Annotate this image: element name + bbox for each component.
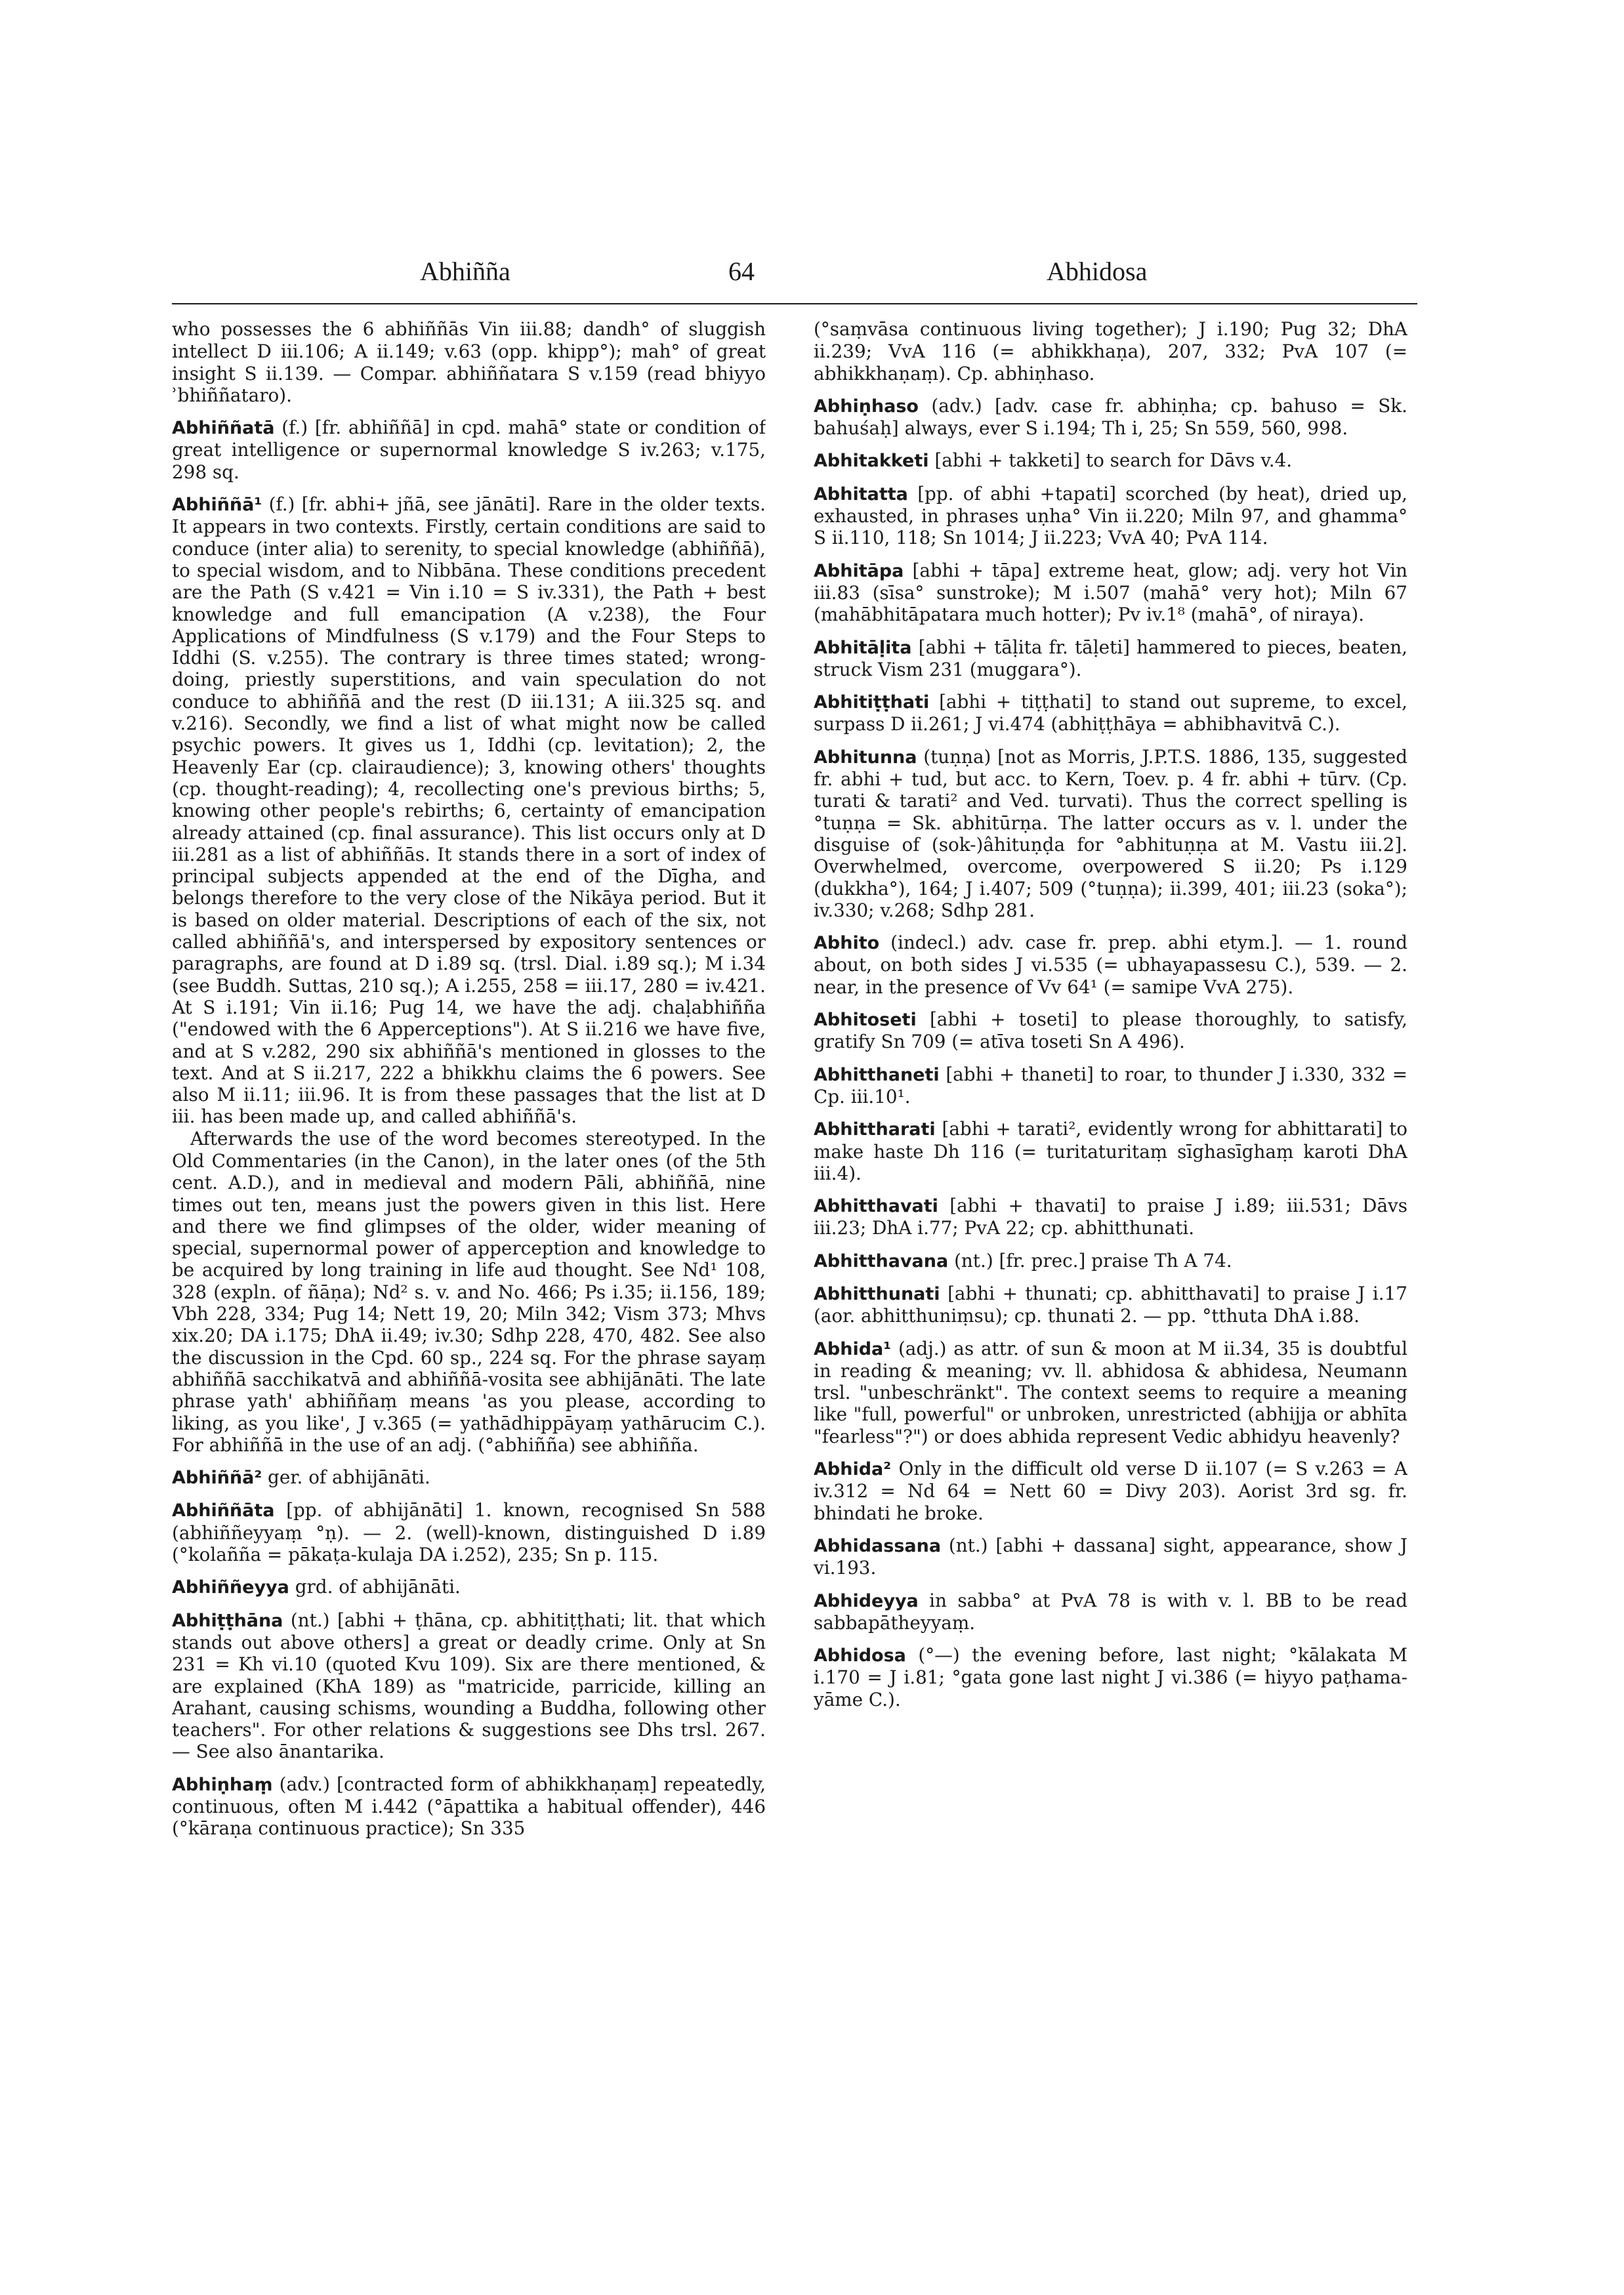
- entry-headword: Abhitakketi: [814, 451, 929, 472]
- entry-text: [abhi + tāḷita fr. tāḷeti] hammered to pieces, beaten, struck Vism 231 (muggara°).: [814, 636, 1407, 680]
- entry-headword: Abhideyya: [814, 1590, 919, 1611]
- entry-headword: Abhiññāta: [172, 1500, 275, 1521]
- entry-text: (°—) the evening before, last night; °kālakata M i.170 = J i.81; °gata gone last night J vi.386 (= hiyyo paṭhama-yāme C.).: [814, 1644, 1407, 1710]
- entry: [814, 1535, 1407, 1579]
- entry-headword: Abhito: [814, 933, 880, 954]
- entry-text: [abhi + tiṭṭhati] to stand out supreme, to excel, surpass D ii.261; J vi.474 (abhiṭṭhāya = abhibhavitvā C.).: [814, 691, 1407, 735]
- entry-text: grd. of abhijānāti.: [295, 1576, 461, 1598]
- entry-headword: Abhitthavati: [814, 1196, 938, 1217]
- entry-headword: Abhitthaneti: [814, 1064, 940, 1085]
- page-number: 64: [728, 257, 755, 286]
- entry: [172, 1609, 766, 1763]
- entry-headword: Abhitthavana: [814, 1251, 949, 1272]
- entry-headword: Abhida¹: [814, 1338, 892, 1359]
- entry-text: (f.) [fr. abhi+ jñā, see jānāti]. Rare in the older texts. It appears in two contexts. Firstly, certain conditions are said to conduce (inter alia) to serenity, to special knowledge (abhiññā), to special wisdom, and to Nibbāna. These conditions precedent are the Path (S v.421 = Vin i.10 = S iv.331), the Path + best knowledge and full emancipation (A v.238), the Four Applications of Mindfulness (S v.179) and the Four Steps to Iddhi (S. v.255). The contrary is three times stated; wrong-doing, priestly superstitions, and vain speculation do not conduce to abhiññā and the rest (D iii.131; A iii.325 sq. and v.216). Secondly, we find a list of what might now be called psychic powers. It gives us 1, Iddhi (cp. levitation); 2, the Heavenly Ear (cp. clairaudience); 3, knowing others' thoughts (cp. thought-reading); 4, recollecting one's previous births; 5, knowing other people's rebirths; 6, certainty of emancipation already attained (cp. final assurance). This list occurs only at D iii.281 as a list of abhiññās. It stands there in a sort of index of principal subjects appended at the end of the Dīgha, and belongs therefore to the very close of the Nikāya period. But it is based on older material. Descriptions of each of the six, not called abhiññā's, and interspersed by expository sentences or paragraphs, are found at D i.89 sq. (trsl. Dial. i.89 sq.); M i.34 (see Buddh. Suttas, 210 sq.); A i.255, 258 = iii.17, 280 = iv.421. At S i.191; Vin ii.16; Pug 14, we have the adj. chaḷabhiñña ("endowed with the 6 Apperceptions"). At S ii.216 we have five, and at S v.282, 290 six abhiññā's mentioned in glosses to the text. And at S ii.217, 222 a bhikkhu claims the 6 powers. See also M ii.11; iii.96. It is from these passages that the list at D iii. has been made up, and called abhiññā's.: [172, 493, 766, 1128]
- entry-text: (nt.) [abhi + dassana] sight, appearance, show J vi.193.: [814, 1534, 1407, 1579]
- entry: [814, 1338, 1407, 1447]
- entry: [172, 1773, 766, 1840]
- entry: [814, 449, 1407, 472]
- entry: [814, 691, 1407, 735]
- entry-text: [abhi + thavati] to praise J i.89; iii.531; Dāvs iii.23; DhA i.77; PvA 22; cp. abhitthunati.: [814, 1195, 1407, 1239]
- entry-headword: Abhiññatā: [172, 418, 275, 439]
- entry: [814, 1458, 1407, 1524]
- entry-text: (nt.) [abhi + ṭhāna, cp. abhitiṭṭhati; lit. that which stands out above others] a great or deadly crime. Only at Sn 231 = Kh vi.10 (quoted Kvu 109). Six are there mentioned, & are explained (KhA 189) as "matricide, parricide, killing an Arahant, causing schisms, wounding a Buddha, following other teachers". For other relations & suggestions see Dhs trsl. 267. — See also ānantarika.: [172, 1609, 766, 1763]
- entry-headword: Abhidosa: [814, 1645, 906, 1666]
- entry-text: who possesses the 6 abhiññās Vin iii.88; dandh° of sluggish intellect D iii.106; A ii.149; v.63 (opp. khipp°); mah° of great insight S ii.139. — Compar. abhiññatara S v.159 (read bhiyyo ʾbhiññataro).: [172, 318, 766, 406]
- entry: [814, 318, 1407, 384]
- entry-text: (°saṃvāsa continuous living together); J i.190; Pug 32; DhA ii.239; VvA 116 (= abhikkhaṇa), 207, 332; PvA 107 (= abhikkhaṇaṃ). Cp. abhiṇhaso.: [814, 318, 1407, 384]
- entry-text: (f.) [fr. abhiññā] in cpd. mahā° state or condition of great intelligence or supernormal knowledge S iv.263; v.175, 298 sq.: [172, 417, 766, 483]
- entry: [172, 493, 766, 1128]
- entry-text: [abhi + toseti] to please thoroughly, to satisfy, gratify Sn 709 (= atīva toseti Sn A 496).: [814, 1008, 1407, 1053]
- entry-headword: Abhida²: [814, 1459, 892, 1480]
- entry: [814, 483, 1407, 549]
- entry-headword: Abhiññā¹: [172, 495, 262, 516]
- entry-text: (indecl.) adv. case fr. prep. abhi etym.]. — 1. round about, on both sides J vi.535 (= ubhayapassesu C.), 539. — 2. near, in the presence of Vv 64¹ (= samipe VvA 275).: [814, 932, 1407, 998]
- entry-continuation: [172, 1128, 766, 1456]
- entry-headword: Abhitatta: [814, 484, 908, 505]
- entry-headword: Abhiṇhaso: [814, 396, 919, 417]
- entry: [814, 1195, 1407, 1239]
- entry: [814, 1283, 1407, 1327]
- entry-headword: Abhitiṭṭhati: [814, 692, 930, 713]
- entry-headword: Abhitāḷita: [814, 637, 912, 658]
- entry-text: (tuṇṇa) [not as Morris, J.P.T.S. 1886, 135, suggested fr. abhi + tud, but acc. to Kern, Toev. p. 4 fr. abhi + tūrv. (Cp. turati & tarati² and Ved. turvati). Thus the correct spelling is °tuṇṇa = Sk. abhitūrṇa. The latter occurs as v. l. under the disguise of (sok-)âhituṇḍa for °abhituṇṇa at M. Vastu iii.2]. Overwhelmed, overcome, overpowered S ii.20; Ps i.129 (dukkha°), 164; J i.407; 509 (°tuṇṇa); ii.399, 401; iii.23 (soka°); iv.330; v.268; Sdhp 281.: [814, 745, 1407, 921]
- entry-headword: Abhitāpa: [814, 560, 904, 581]
- entry: [814, 1008, 1407, 1053]
- entry-text: [abhi + tāpa] extreme heat, glow; adj. very hot Vin iii.83 (sīsa° sunstroke); M i.507 (mahā° very hot); Miln 67 (mahābhitāpatara much hotter); Pv iv.1⁸ (mahā°, of niraya).: [814, 559, 1407, 626]
- running-head-right: Abhidosa: [1047, 257, 1148, 286]
- entry-text: Afterwards the use of the word becomes stereotyped. In the Old Commentaries (in the Canon), in the later ones (of the 5th cent. A.D.), and in medieval and modern Pāli, abhiññā, nine times out ten, means just the powers given in this list. Here and there we find glimpses of the older, wider meaning of special, supernormal power of apperception and knowledge to be acquired by long training in life aud thought. See Nd¹ 108, 328 (expln. of ñāṇa); Nd² s. v. and No. 466; Ps i.35; ii.156, 189; Vbh 228, 334; Pug 14; Nett 19, 20; Miln 342; Vism 373; Mhvs xix.20; DA i.175; DhA ii.49; iv.30; Sdhp 228, 470, 482. See also the discussion in the Cpd. 60 sp., 224 sq. For the phrase sayaṃ abhiññā sacchikatvā and abhiññā-vosita see abhijānāti. The late phrase yath' abhiññaṃ means 'as you please, according to liking, as you like', J v.365 (= yathādhippāyaṃ yathārucim C.). For abhiññā in the use of an adj. (°abhiñña) see abhiñña.: [172, 1127, 766, 1456]
- entry-headword: Abhiṭṭhāna: [172, 1610, 283, 1631]
- entry-headword: Abhittharati: [814, 1119, 936, 1140]
- entry-headword: Abhidassana: [814, 1535, 942, 1556]
- entry-text: [pp. of abhi +tapati] scorched (by heat), dried up, exhausted, in phrases uṇha° Vin ii.220; Miln 97, and ghamma° S ii.110, 118; Sn 1014; J ii.223; VvA 40; PvA 114.: [814, 482, 1407, 549]
- entry: [172, 417, 766, 483]
- entry: [814, 1590, 1407, 1634]
- entry: [814, 1250, 1407, 1272]
- entry: [814, 636, 1407, 681]
- entry-headword: Abhitthunati: [814, 1283, 940, 1304]
- entry-text: (adj.) as attr. of sun & moon at M ii.34, 35 is doubtful in reading & meaning; vv. ll. abhidosa & abhidesa, Neumann trsl. "unbeschränkt". The context seems to require a meaning like "full, powerful" or unbroken, unrestricted (abhijja or abhīta "fearless"?") or does abhida represent Vedic abhidyu heavenly?: [814, 1337, 1407, 1447]
- entry-headword: Abhiññā²: [172, 1468, 262, 1489]
- page-header: [0, 256, 1624, 295]
- entry-headword: Abhitoseti: [814, 1010, 917, 1031]
- entry-text: [abhi + thunati; cp. abhitthavati] to praise J i.17 (aor. abhitthuniṃsu); cp. thunati 2. — pp. °tthuta DhA i.88.: [814, 1282, 1407, 1327]
- entry: [814, 395, 1407, 440]
- entry: [814, 1644, 1407, 1710]
- entry: [172, 1466, 766, 1489]
- entry-text: (nt.) [fr. prec.] praise Th A 74.: [954, 1249, 1232, 1272]
- header-rule: [172, 303, 1417, 304]
- entry: [172, 1499, 766, 1565]
- entry-text: (adv.) [contracted form of abhikkhaṇaṃ] repeatedly, continuous, often M i.442 (°āpattika a habitual offender), 446 (°kāraṇa continuous practice); Sn 335: [172, 1773, 766, 1840]
- entry-text: Only in the difficult old verse D ii.107 (= S v.263 = A iv.312 = Nd 64 = Nett 60 = Divy 203). Aorist 3rd sg. fr. bhindati he broke.: [814, 1458, 1407, 1524]
- entry-text: ger. of abhijānāti.: [268, 1466, 430, 1489]
- entry: [814, 932, 1407, 998]
- entry: [814, 746, 1407, 921]
- entry-text: in sabba° at PvA 78 is with v. l. BB to be read sabbapātheyyaṃ.: [814, 1589, 1407, 1634]
- entry-headword: Abhiṇhaṃ: [172, 1774, 273, 1795]
- entry: [172, 318, 766, 406]
- entry-headword: Abhitunna: [814, 747, 917, 768]
- entry: [814, 1064, 1407, 1108]
- entry-text: (adv.) [adv. case fr. abhiṇha; cp. bahuso = Sk. bahuśaḥ] always, ever S i.194; Th i, 25; Sn 559, 560, 998.: [814, 394, 1407, 440]
- left-column: [172, 318, 766, 2260]
- entry-text: [abhi + thaneti] to roar, to thunder J i.330, 332 = Cp. iii.10¹.: [814, 1063, 1407, 1107]
- entry-text: [abhi + takketi] to search for Dāvs v.4.: [934, 449, 1293, 472]
- entry-text: [abhi + tarati², evidently wrong for abhittarati] to make haste Dh 116 (= turitaturitaṃ sīghasīghaṃ karoti DhA iii.4).: [814, 1118, 1407, 1184]
- entry-headword: Abhiññeyya: [172, 1577, 289, 1598]
- right-column: [814, 318, 1407, 2260]
- entry: [172, 1576, 766, 1598]
- running-head-left: Abhiñña: [420, 257, 510, 286]
- entry: [814, 560, 1407, 626]
- entry-text: [pp. of abhijānāti] 1. known, recognised Sn 588 (abhiññeyyaṃ °ṇ). — 2. (well)-known, distinguished D i.89 (°kolañña = pākaṭa-kulaja DA i.252), 235; Sn p. 115.: [172, 1499, 766, 1566]
- entry: [814, 1118, 1407, 1184]
